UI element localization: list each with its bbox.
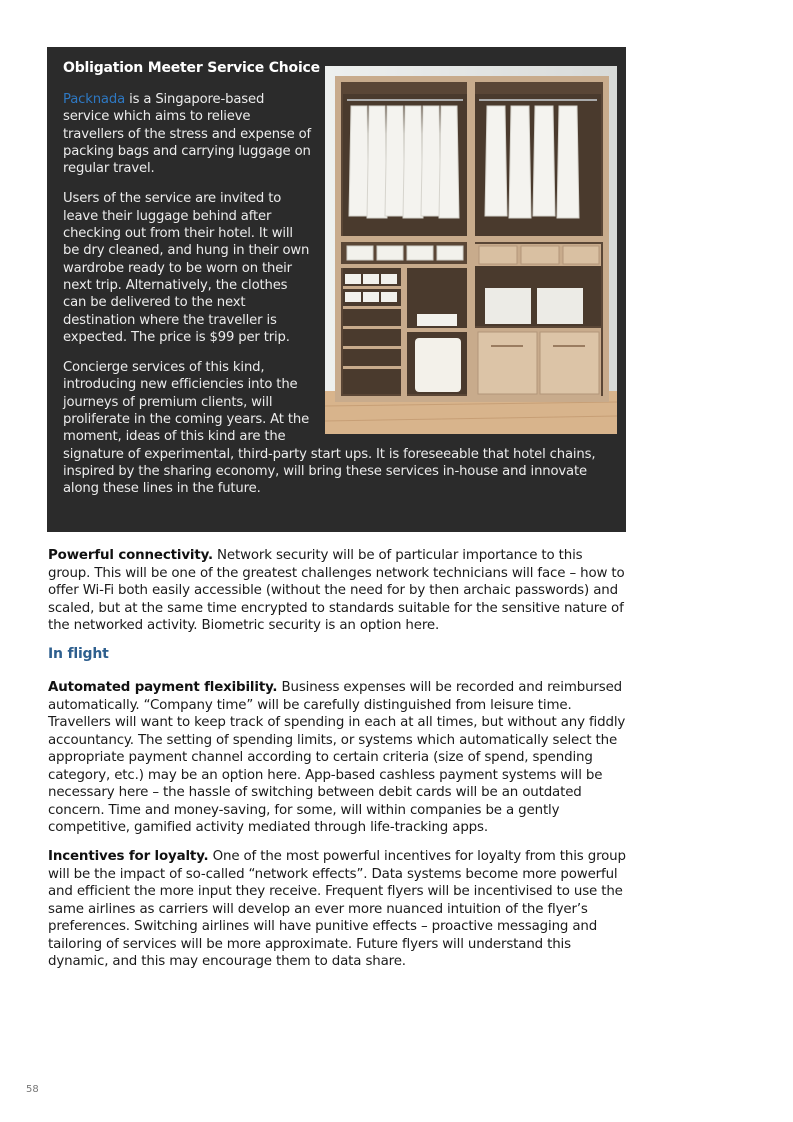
paragraph-loyalty: [48, 848, 628, 971]
paragraph-connectivity: [48, 547, 628, 635]
paragraph-payment: [48, 679, 628, 837]
connectivity-lead: Powerful connectivity.: [48, 548, 213, 563]
sidebar-box: [47, 47, 626, 532]
sidebar-para-3: Concierge services of this kind, introducing new efficiencies into the journeys of premium clients, will proliferate in the coming years. At the moment, ideas of this kind are the signature of experimental, third-party start ups. It is foreseeable that hotel chains, inspired by the sharing economy, will bring these services in-house and innovate along these lines in the future.: [63, 360, 596, 497]
loyalty-text: One of the most powerful incentives for loyalty from this group will be the impact of so-called “network effects”. Data systems become more powerful and efficient the more input they receive. Frequent flyers will be incentivised to use the same airlines as carriers will develop an ever more nuanced intuition of the flyer’s preferences. Switching airlines will have punitive effects – proactive messaging and tailoring of services will be more approximate. Future flyers will understand this dynamic, and this may encourage them to data share.: [48, 849, 626, 969]
connectivity-text: Network security will be of particular importance to this group. This will be one of the greatest challenges network technicians will face – how to offer Wi-Fi both easily accessible (without the need for by then archaic passwords) and scaled, but at the same time encrypted to standards suitable for the sensitive nature of the networked activity. Biometric security is an option here.: [48, 548, 625, 633]
wardrobe-photo: [325, 66, 617, 434]
payment-text: Business expenses will be recorded and reimbursed automatically. “Company time” will be carefully distinguished from leisure time. Travellers will want to keep track of spending in each at all times, but without any fiddly accountancy. The setting of spending limits, or systems which automatically select the appropriate payment channel according to certain criteria (size of spend, spending category, etc.) may be an option here. App-based cashless payment systems will be necessary here – the hassle of switching between debit cards will be an outdated concern. Time and money-saving, for some, will within companies be a gently competitive, gamified activity mediated through life-tracking apps.: [48, 680, 626, 835]
sidebar-para-2: Users of the service are invited to leave their luggage behind after checking out from their hotel. It will be dry cleaned, and hung in their own wardrobe ready to be worn on their next trip. Alternatively, the clothes can be delivered to the next destination where the traveller is expected. The price is $99 per trip.: [63, 191, 310, 345]
sidebar-para-1: is a Singapore-based service which aims to relieve travellers of the stress and expense of packing bags and carrying luggage on regular travel.: [63, 92, 312, 177]
loyalty-lead: Incentives for loyalty.: [48, 849, 209, 864]
sidebar-body: [63, 91, 615, 511]
payment-lead: Automated payment flexibility.: [48, 680, 278, 695]
section-heading-in-flight: In flight: [48, 646, 109, 662]
packnada-link[interactable]: Packnada: [63, 92, 126, 107]
sidebar-title: Obligation Meeter Service Choice: [63, 60, 320, 76]
page-number: 58: [26, 1084, 39, 1095]
